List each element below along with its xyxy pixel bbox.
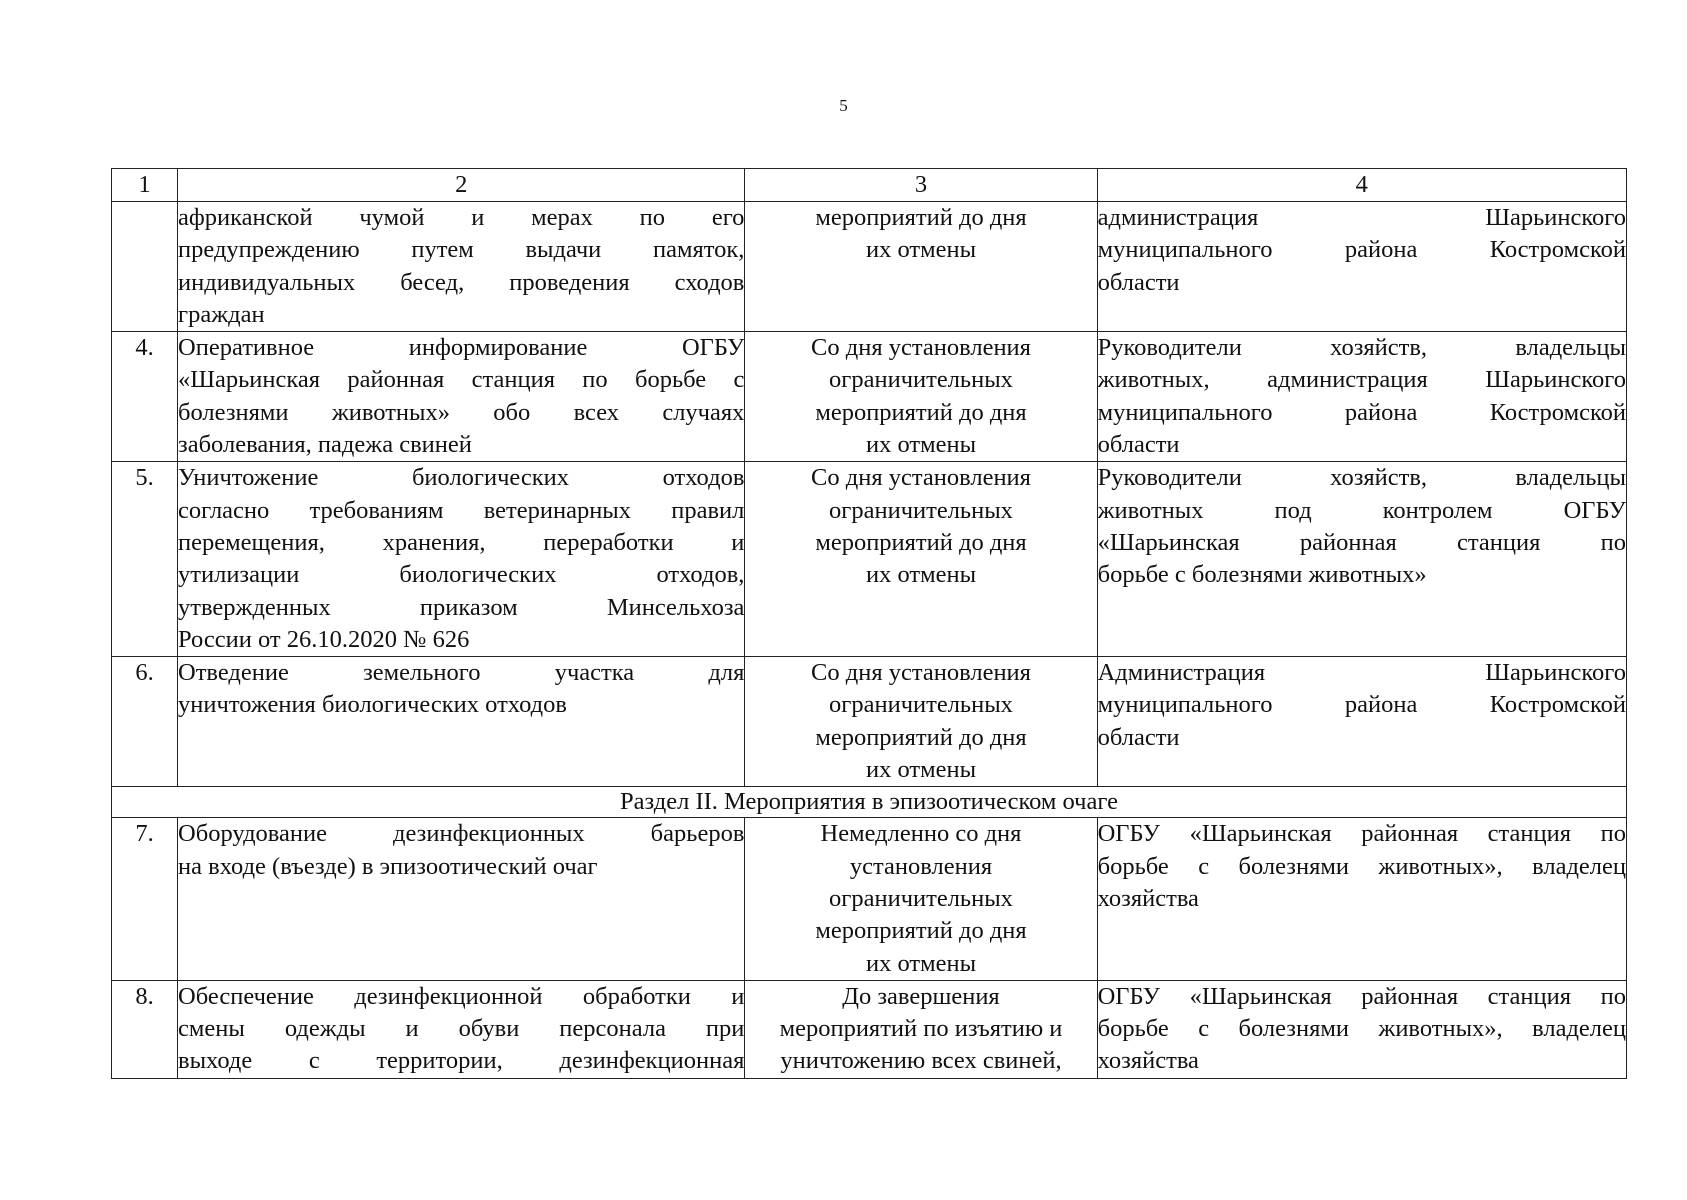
text-line: мероприятий до дня	[815, 528, 1027, 556]
text-line: муниципального района Костромской	[1097, 236, 1626, 264]
text-line: ограничительных	[829, 884, 1013, 912]
text-line: заболевания, падежа свиней	[178, 431, 472, 459]
row-number: 5.	[112, 462, 178, 657]
text-line: мероприятий до дня	[815, 917, 1027, 945]
activity-cell	[178, 462, 745, 657]
text-line: ОГБУ «Шарьинская районная станция по	[1097, 982, 1626, 1010]
text-line: их отмены	[865, 561, 977, 589]
text-line: Со дня установления	[811, 659, 1031, 687]
text-line: «Шарьинская районная станция по борьбе с	[178, 366, 745, 394]
row-number: 6.	[112, 657, 178, 787]
text-line: индивидуальных бесед, проведения сходов	[178, 268, 745, 296]
activity-cell	[178, 980, 745, 1078]
table-row	[112, 818, 1627, 980]
responsible-cell	[1097, 202, 1626, 332]
text-line: ОГБУ «Шарьинская районная станция по	[1097, 820, 1626, 848]
period-cell	[745, 462, 1097, 657]
period-cell	[745, 657, 1097, 787]
text-line: борьбе с болезнями животных»	[1097, 561, 1427, 589]
period-cell	[745, 332, 1097, 462]
section-row	[112, 787, 1627, 818]
text-line: Руководители хозяйств, владельцы	[1097, 334, 1626, 362]
measures-table	[111, 168, 1627, 1079]
text-line: их отмены	[865, 949, 977, 977]
text-line: утвержденных приказом Минсельхоза	[178, 593, 745, 621]
text-line: на входе (въезде) в эпизоотический очаг	[178, 852, 598, 880]
section-title: Раздел II. Мероприятия в эпизоотическом очаге	[112, 787, 1627, 818]
text-line: смены одежды и обуви персонала при	[178, 1015, 745, 1043]
text-line: животных под контролем ОГБУ	[1097, 496, 1626, 524]
activity-cell	[178, 657, 745, 787]
text-line: Со дня установления	[811, 464, 1031, 492]
text-line: африканской чумой и мерах по его	[178, 204, 745, 231]
text-line: хозяйства	[1097, 1047, 1199, 1075]
text-line: уничтожения биологических отходов	[178, 691, 567, 719]
text-line: Оборудование дезинфекционных барьеров	[178, 820, 745, 848]
text-line: мероприятий по изъятию и	[779, 1015, 1063, 1043]
activity-cell	[178, 818, 745, 980]
text-line: Оперативное информирование ОГБУ	[178, 334, 745, 362]
text-line: утилизации биологических отходов,	[178, 561, 745, 589]
text-line: борьбе с болезнями животных», владелец	[1097, 852, 1626, 880]
text-line: животных, администрация Шарьинского	[1097, 366, 1626, 394]
text-line: России от 26.10.2020 № 626	[178, 625, 470, 653]
text-line: их отмены	[865, 431, 977, 459]
text-line: установления	[849, 852, 993, 880]
text-line: муниципального района Костромской	[1097, 691, 1626, 719]
text-line: предупреждению путем выдачи памяток,	[178, 236, 745, 264]
responsible-cell	[1097, 462, 1626, 657]
activity-cell	[178, 202, 745, 332]
text-line: граждан	[178, 300, 265, 328]
text-line: мероприятий до дня	[815, 204, 1027, 231]
row-number: 8.	[112, 980, 178, 1078]
page-number: 5	[839, 96, 848, 115]
table-row	[112, 332, 1627, 462]
text-line: Администрация Шарьинского	[1097, 659, 1626, 687]
period-cell	[745, 818, 1097, 980]
text-line: ограничительных	[829, 496, 1013, 524]
responsible-cell	[1097, 818, 1626, 980]
text-line: уничтожению всех свиней,	[780, 1047, 1062, 1075]
text-line: До завершения	[842, 982, 1000, 1010]
text-line: ограничительных	[829, 691, 1013, 719]
text-line: Уничтожение биологических отходов	[178, 464, 745, 492]
text-line: области	[1097, 268, 1180, 296]
responsible-cell	[1097, 657, 1626, 787]
header-cell: 1	[112, 169, 178, 202]
text-line: борьбе с болезнями животных», владелец	[1097, 1015, 1626, 1043]
row-number: 4.	[112, 332, 178, 462]
header-cell: 2	[178, 169, 745, 202]
text-line: их отмены	[865, 756, 977, 784]
text-line: согласно требованиям ветеринарных правил	[178, 496, 745, 524]
text-line: мероприятий до дня	[815, 723, 1027, 751]
text-line: администрация Шарьинского	[1097, 204, 1626, 231]
period-cell	[745, 980, 1097, 1078]
text-line: области	[1097, 723, 1180, 751]
responsible-cell	[1097, 980, 1626, 1078]
text-line: выходе с территории, дезинфекционная	[178, 1047, 745, 1075]
table-row	[112, 657, 1627, 787]
row-number: 7.	[112, 818, 178, 980]
text-line: их отмены	[865, 236, 977, 264]
row-number	[112, 202, 178, 332]
text-line: Обеспечение дезинфекционной обработки и	[178, 982, 745, 1010]
responsible-cell	[1097, 332, 1626, 462]
text-line: болезнями животных» обо всех случаях	[178, 398, 745, 426]
period-cell	[745, 202, 1097, 332]
table-row	[112, 202, 1627, 332]
activity-cell	[178, 332, 745, 462]
table-row	[112, 462, 1627, 657]
text-line: хозяйства	[1097, 884, 1199, 912]
table-header-row	[112, 169, 1627, 202]
text-line: Отведение земельного участка для	[178, 659, 745, 687]
header-cell: 3	[745, 169, 1097, 202]
text-line: перемещения, хранения, переработки и	[178, 528, 745, 556]
text-line: ограничительных	[829, 366, 1013, 394]
table-row	[112, 980, 1627, 1078]
text-line: Со дня установления	[811, 334, 1031, 362]
text-line: муниципального района Костромской	[1097, 398, 1626, 426]
header-cell: 4	[1097, 169, 1626, 202]
text-line: области	[1097, 431, 1180, 459]
text-line: Немедленно со дня	[820, 820, 1022, 848]
text-line: мероприятий до дня	[815, 398, 1027, 426]
text-line: Руководители хозяйств, владельцы	[1097, 464, 1626, 492]
text-line: «Шарьинская районная станция по	[1097, 528, 1626, 556]
